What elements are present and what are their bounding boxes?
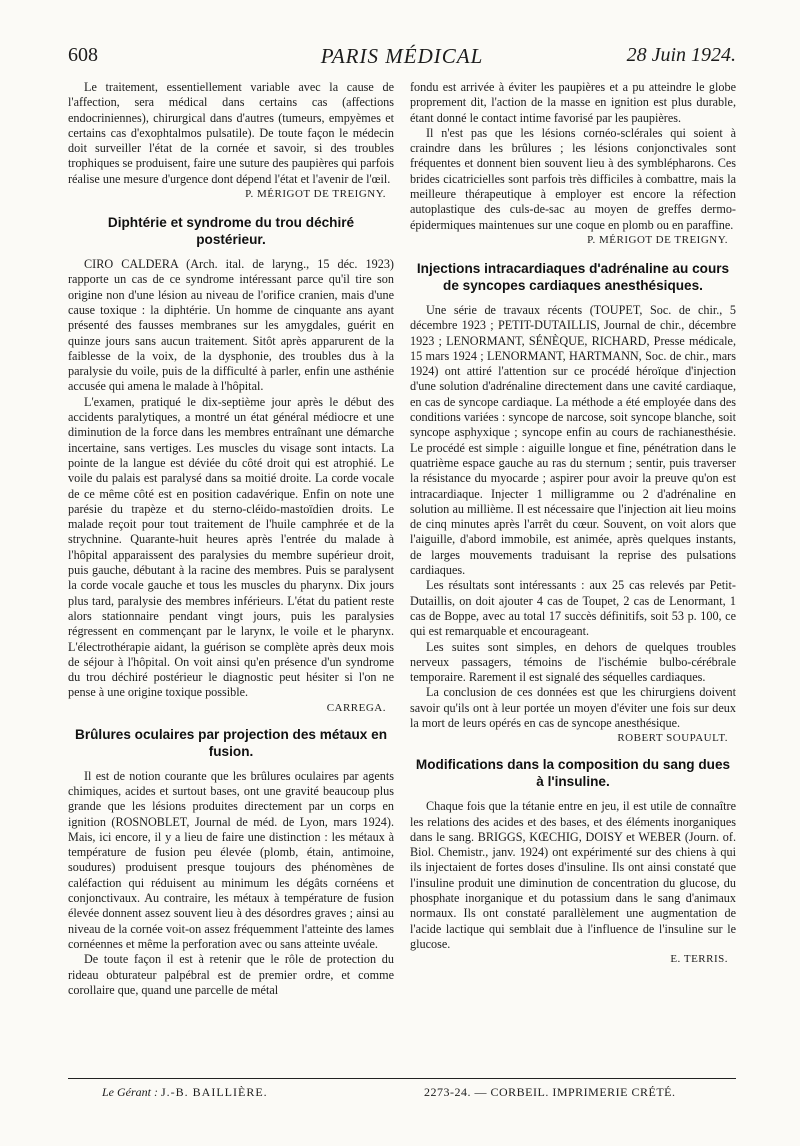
body-paragraph: Il n'est pas que les lésions cornéo-sclérales qui soient à craindre dans les brûlures ; les lésions conjonctivales sont fréquentes et donnent bien souvent lieu à des symblépharons. Ces brides cicatricielles sont parfois très difficiles à combattre, mais la meilleure thérapeutique à employer est encore la réfection autoplastique des culs-de-sac au moyen de greffes dermo-épidermiques maintenues sur une coque en plomb ou en paraffine.: [410, 125, 736, 232]
page-footer: [68, 1085, 736, 1105]
right-column: [410, 80, 736, 965]
body-paragraph: Les résultats sont intéressants : aux 25 cas relevés par Petit-Dutaillis, on doit ajouter 4 cas de Toupet, 2 cas de Lenormant, 1 cas de Boppe, avec au total 17 succès définitifs, soit 53 p. 100, ce qui est remarquable et encourageant.: [410, 578, 736, 639]
body-paragraph: Chaque fois que la tétanie entre en jeu, il est utile de connaître les relations des acides et des bases, et des éléments inorganiques dans le sang. BRIGGS, KŒCHIG, DOISY et WEBER (Journ. of. Biol. Chemistr., janv. 1924) ont expérimenté sur des chiens à qui ils injectaient de fortes doses d'insuline. Ils ont ainsi constaté que l'insuline produit une diminution de concentration du glucose, du phosphate inorganique et du potassium dans le sang d'animaux normaux. Ils ont constaté parallèlement une augmentation de l'acide lactique qui semblait due à l'influence de l'insuline sur le glucose.: [410, 799, 736, 951]
page-header: [68, 44, 736, 74]
footer-rule: [68, 1078, 736, 1079]
left-column: [68, 80, 394, 998]
gerant-line: [102, 1085, 268, 1100]
author-signature: P. MÉRIGOT DE TREIGNY.: [245, 188, 386, 201]
journal-title: PARIS MÉDICAL: [320, 44, 484, 68]
body-paragraph: La conclusion de ces données est que les chirurgiens doivent savoir qu'ils ont à leur portée un moyen d'éviter une fois sur deux la mort de leurs opérés en cas de syncope anesthésique.: [410, 685, 736, 730]
body-paragraph: Les suites sont simples, en dehors de quelques troubles nerveux passagers, témoins de l'ischémie bulbo-cérébrale temporaire. Rarement il est signalé des séquelles cardiaques.: [410, 639, 736, 685]
body-paragraph: CIRO CALDERA (Arch. ital. de laryng., 15 déc. 1923) rapporte un cas de ce syndrome intéressant parce qu'il tire son origine non d'une lésion au niveau de l'orifice cranien, mais d'une cause toxique : la diphtérie. Un homme de cinquante ans ayant présenté des fausses membranes sur les amygdales, guérit en quinze jours sans aucun traitement. Sitôt après apparurent de la faiblesse de la voix, de la dysphonie, des troubles dus à la paralysie du voile, puis de la difficulté à parler, enfin une asthénie accusée qui amena le malade à l'hôpital.: [68, 257, 394, 394]
author-signature: ROBERT SOUPAULT.: [617, 732, 728, 745]
gerant-name: J.-B. BAILLIÈRE.: [161, 1085, 268, 1099]
section-title-diphterie: Diphtérie et syndrome du trou déchiré postérieur.: [107, 215, 355, 248]
section-title-brulures: Brûlures oculaires par projection des métaux en fusion.: [75, 726, 387, 759]
section-title-modifications: Modifications dans la composition du sang dues à l'insuline.: [415, 757, 731, 790]
author-signature: E. TERRIS.: [670, 953, 728, 966]
body-paragraph: Le traitement, essentiellement variable avec la cause de l'affection, sera médical dans certains cas (affections endocriniennes), chirurgical dans d'autres (tumeurs, empyèmes et certains cas d'exophtalmos pulsatile). De toute façon le médecin doit surveiller l'état de la cornée et savoir, si des troubles trophiques se produisent, faire une suture des paupières qui parfois réalise une mesure d'urgence dont dépend l'état et l'avenir de l'œil.: [68, 80, 394, 186]
body-paragraph: Il est de notion courante que les brûlures oculaires par agents chimiques, acides et surtout bases, ont une gravité beaucoup plus grande que les lésions produites directement par un corps en ignition (ROSNOBLET, Journal de méd. de Lyon, mars 1924). Mais, ici encore, il y a lieu de faire une distinction : les métaux à température de fusion peu élevée (plomb, étain, antimoine, soudures) produisent presque toujours des phénomènes de caléfaction qui réduisent au minimum les dégâts cornéens et conjonctivaux. Au contraire, les métaux à température de fusion élevée donnent assez souvent lieu à des désordres graves ; ainsi au niveau de la cornée voit-on assez fréquemment l'atteinte des lames cornéennes et même la perforation avec ou sans atteinte uvéale.: [68, 768, 394, 951]
printer-line: 2273-24. — CORBEIL. IMPRIMERIE CRÉTÉ.: [424, 1085, 676, 1099]
body-paragraph: fondu est arrivée à éviter les paupières et a pu atteindre le globe proprement dit, l'action de la masse en ignition est plus durable, étant donné le contact intime favorisé par les paupières.: [410, 80, 736, 125]
page-number: 608: [68, 44, 98, 66]
body-paragraph: L'examen, pratiqué le dix-septième jour après le début des accidents paralytiques, a montré un état général médiocre et une diminution de la force dans les membres entraînant une démarche incertaine, sans vertiges. Les muscles du visage sont intacts. La pointe de la langue est déviée du côté droit qui est atrophié. Le voile du palais est paralysé dans sa moitié droite. La corde vocale de ce même côté est en position cadavérique. Enfin on note une parésie du trapèze et du sterno-cléido-mastoïdien droits. Le malade reçoit pour tout traitement de l'huile camphrée et de la strychnine. Quarante-huit heures après l'entrée du malade à l'hôpital apparaissent des paralysies du membre supérieur droit, puis gauche, débutant à la racine des membres. Puis se paralysent la corde vocale gauche et tous les muscles du pharynx. Dix jours plus tard, paralysie des membres inférieurs. L'état du patient reste alors stationnaire pendant vingt jours, puis les paralysies régressent en commençant par le larynx, le voile et le pharynx. L'électrothérapie aidant, la guérison se complète après deux mois de séjour à l'hôpital. On voit ainsi qu'en présence d'un syndrome du trou déchiré postérieur le diagnostic peut hésiter si l'on ne pense à une origine toxique possible.: [68, 394, 394, 700]
section-title-injections: Injections intracardiaques d'adrénaline au cours de syncopes cardiaques anesthésiques.: [416, 260, 730, 293]
body-paragraph: Une série de travaux récents (TOUPET, Soc. de chir., 5 décembre 1923 ; PETIT-DUTAILLIS, Journal de chir., décembre 1923 ; LENORMANT, SÉNÈQUE, RICHARD, Presse médicale, 15 mars 1924 ; LENORMANT, HARTMANN, Soc. de chir., mars 1924) ont attiré l'attention sur ce procédé héroïque d'injection d'une solution d'adrénaline directement dans une cavité cardiaque, en cas de syncope cardiaque. La méthode a été employée dans des conditions variées : syncope de narcose, soit syncope blanche, soit syncope asphyxique ; syncope enfin au cours de rachianesthésie. Le procédé est simple : aiguille longue et fine, pénétration dans le quatrième espace gauche au ras du sternum ; sentir, puis traverser la résistance du myocarde ; aspirer pour avoir la preuve qu'on est intracardiaque. Injecter 1 milligramme ou 2 d'adrénaline en solution au millième. Il est nécessaire que l'injection ait lieu moins de cinq minutes après l'arrêt du cœur. Souvent, on voit alors que l'aiguille, d'abord immobile, est animée, après quelques instants, de larges mouvements traduisant la reprise des pulsations cardiaques.: [410, 302, 736, 578]
body-paragraph: De toute façon il est à retenir que le rôle de protection du rideau obturateur palpébral est de premier ordre, et comme corollaire que, quand une parcelle de métal: [68, 952, 394, 997]
issue-date: 28 Juin 1924.: [626, 44, 736, 66]
gerant-label: Le Gérant :: [102, 1085, 158, 1099]
author-signature: CARREGA.: [326, 701, 386, 714]
author-signature: P. MÉRIGOT DE TREIGNY.: [587, 233, 728, 246]
